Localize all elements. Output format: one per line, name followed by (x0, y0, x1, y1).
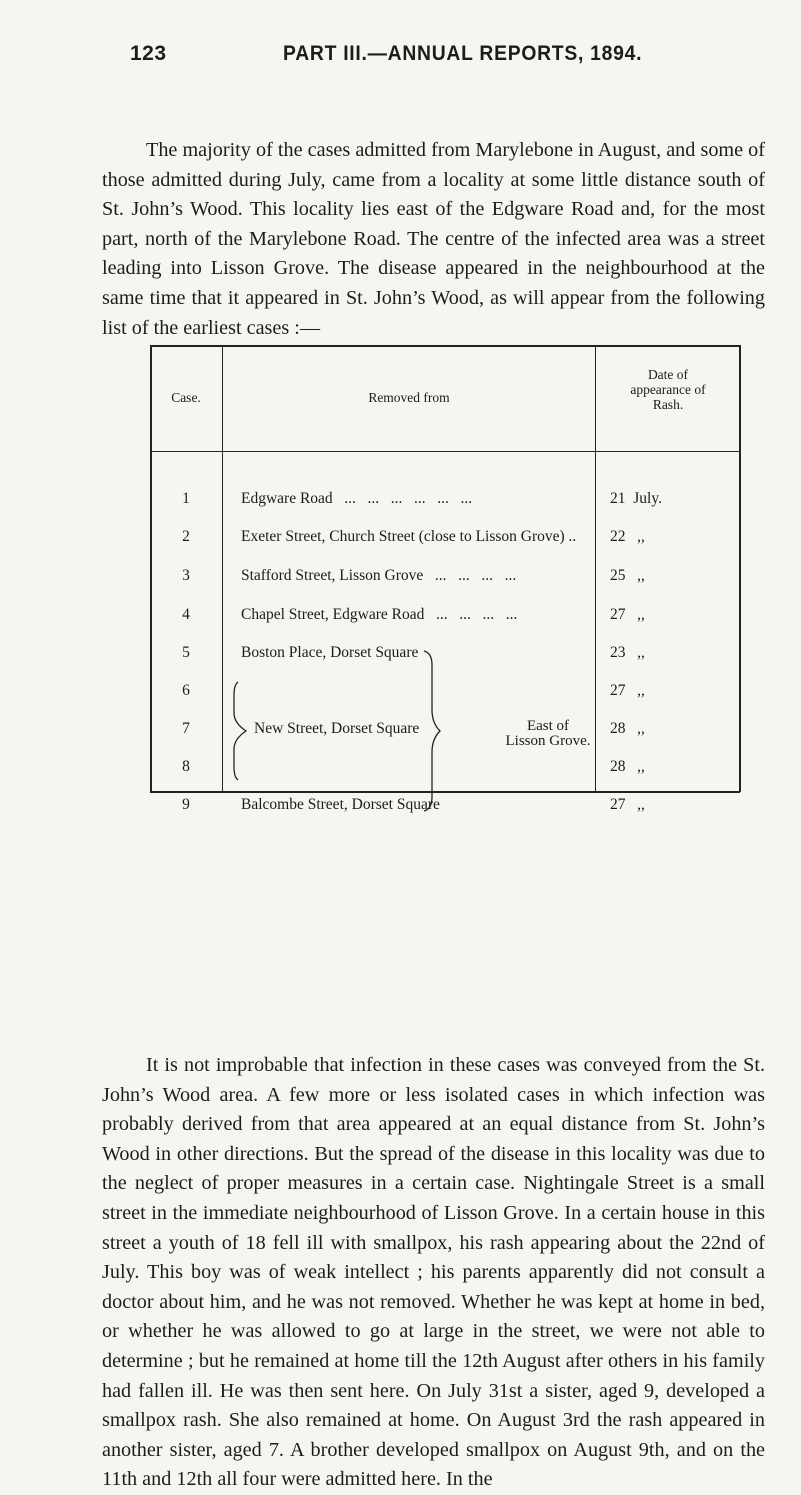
removed-from: Stafford Street, Lisson Grove ... ... ... ... (241, 567, 517, 584)
right-brace (424, 651, 440, 811)
rash-date: 28 ,, (610, 758, 645, 775)
rash-date: 27 ,, (610, 606, 645, 623)
paragraph-2: It is not improbable that infection in these cases was conveyed from the St. John’s Wood area. A few more or less isolated cases in which infection was probably derived from that area appeared at an equal distance from St. John’s Wood in other directions. But the spread of the disease in this locality was due to the neglect of proper measures in a certain case. Nightingale Street is a small street in the immediate neighbourhood of Lisson Grove. In a certain house in this street a youth of 18 fell ill with smallpox, his rash appearing about the 22nd of July. This boy was of weak intellect ; his parents apparently did not consult a doctor about him, and he was not removed. Whether he was kept at home in bed, or whether he was allowed to go at large in the street, we were not able to determine ; but he remained at home till the 12th August after others in his family had fallen ill. He was then sent here. On July 31st a sister, aged 9, developed a smallpox rash. She also remained at home. On August 3rd the rash appeared in another sister, aged 7. A brother developed smallpox on August 9th, and on the 11th and 12th all four were admitted here. In the (102, 1054, 765, 1491)
brace-label (498, 719, 598, 749)
header-date-line3: Rash. (652, 397, 684, 412)
rash-date: 27 ,, (610, 796, 645, 813)
removed-from: Edgware Road ... ... ... ... ... ... (241, 490, 473, 507)
rash-date: 22 ,, (610, 528, 645, 545)
header-removed-from: Removed from (368, 390, 450, 405)
brace-graphics (150, 345, 740, 792)
brace-label-line2: Lisson Grove. (505, 733, 591, 749)
page-number: 123 (130, 42, 167, 65)
removed-from: Balcombe Street, Dorset Square (241, 796, 440, 813)
removed-from: Chapel Street, Edgware Road ... ... ... ... (241, 606, 518, 623)
rash-date: 27 ,, (610, 682, 645, 699)
case-number: 2 (182, 528, 190, 545)
table-row (150, 796, 740, 816)
case-number: 8 (182, 758, 190, 775)
running-head: PART III.—ANNUAL REPORTS, 1894. (283, 42, 643, 65)
removed-from: Exeter Street, Church Street (close to Lisson Grove) .. (241, 528, 577, 545)
removed-from: New Street, Dorset Square (254, 720, 420, 737)
case-number: 3 (182, 567, 190, 584)
page-header (0, 0, 801, 65)
brace-label-line1: East of (526, 718, 570, 734)
case-number: 5 (182, 644, 190, 661)
header-date-line1: Date of (647, 367, 689, 382)
case-number: 7 (182, 720, 190, 737)
rash-date: 23 ,, (610, 644, 645, 661)
case-number: 6 (182, 682, 190, 699)
rash-date: 21 July. (610, 490, 662, 507)
case-number: 4 (182, 606, 190, 623)
left-brace (234, 682, 246, 780)
header-case: Case. (171, 390, 201, 405)
rash-date: 28 ,, (610, 720, 645, 737)
cases-table (150, 345, 740, 813)
paragraph-1: The majority of the cases admitted from Marylebone in August, and some of those admitted during July, came from a locality at some little distance south of St. John’s Wood. This locality lies east of the Edgware Road and, for the most part, north of the Marylebone Road. The centre of the infected area was a street leading into Lisson Grove. The disease appeared in the neighbourhood at the same time that it appeared in St. John’s Wood, as will appear from the following list of the earliest cases :— (102, 139, 765, 339)
header-date-line2: appearance of (630, 382, 706, 397)
rash-date: 25 ,, (610, 567, 645, 584)
case-number: 9 (182, 796, 190, 813)
removed-from: Boston Place, Dorset Square (241, 644, 419, 661)
case-number: 1 (182, 490, 190, 507)
